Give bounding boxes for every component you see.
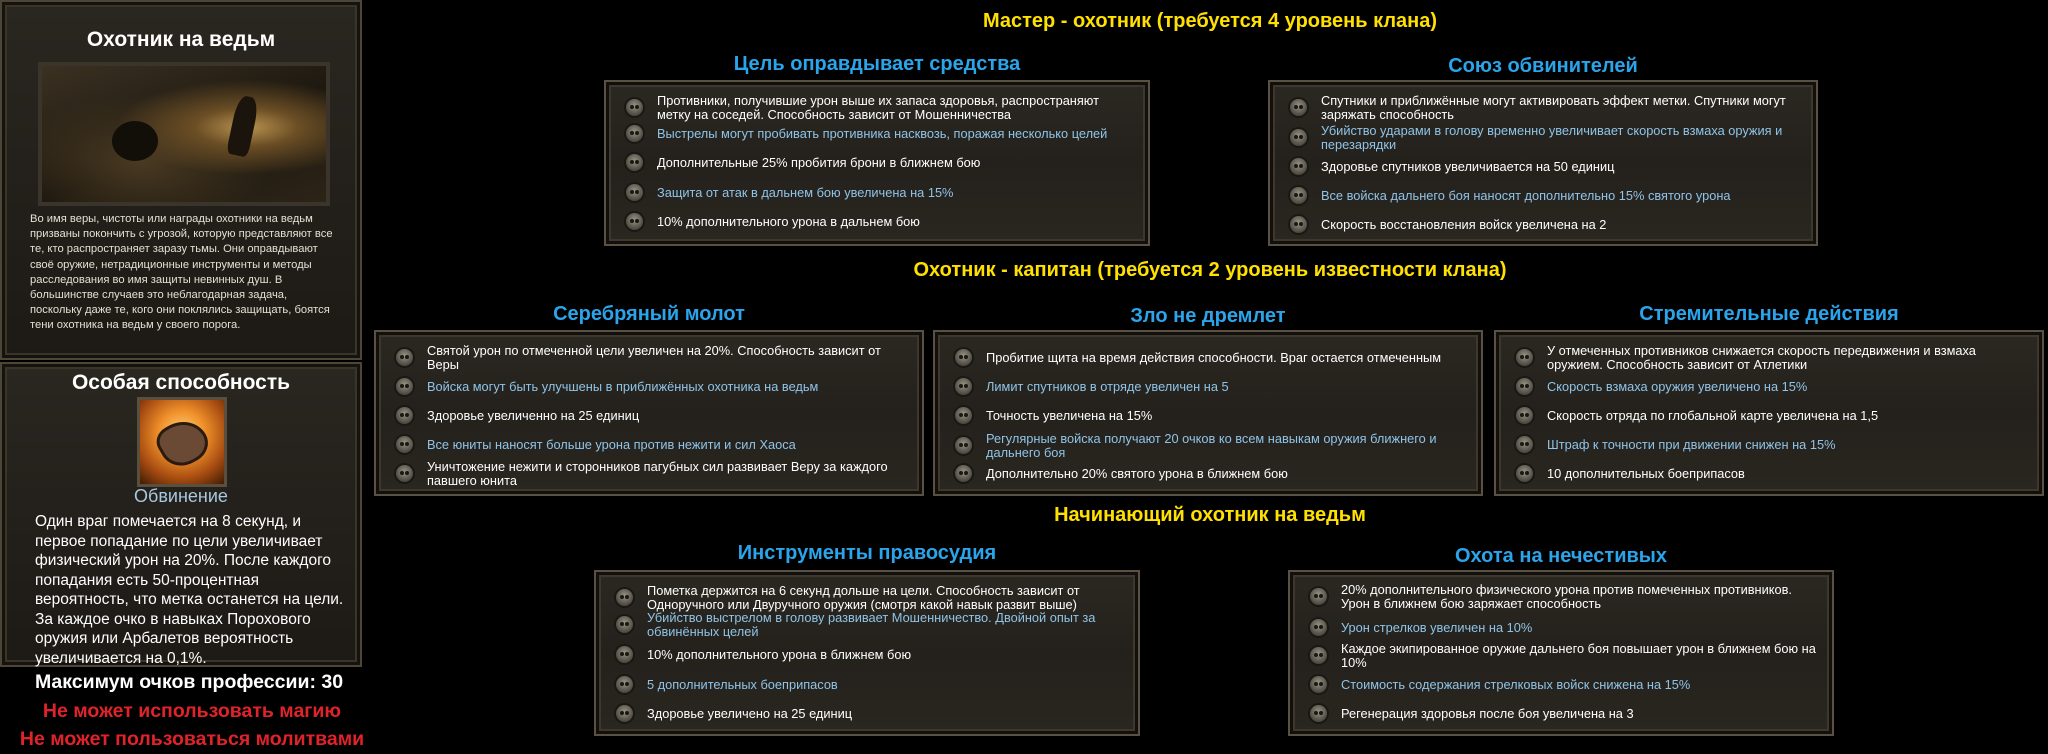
skill-title-hunt-the-wicked: Охота на нечестивых	[1454, 545, 1668, 567]
ability-name: Обвинение	[134, 486, 228, 506]
skill-bonus	[1516, 344, 2030, 371]
skill-bonus	[616, 611, 1126, 638]
skill-bonus	[626, 125, 1136, 142]
skill-box-union-of-accusers[interactable]	[1268, 80, 1818, 246]
skull-icon	[955, 349, 972, 366]
bonus-text: Войска могут быть улучшены в приближённых охотника на ведьм	[427, 378, 819, 394]
skill-title-evil-never-sleeps: Зло не дремлет	[1130, 305, 1286, 327]
bonus-text: Дополнительные 25% пробития брони в ближнем бою	[657, 154, 981, 170]
skill-bonus	[626, 184, 1136, 201]
skill-bonus	[396, 436, 910, 453]
skill-box-ends-justify-means[interactable]	[604, 80, 1150, 246]
skill-bonus	[396, 344, 910, 371]
bonus-text: Убийство выстрелом в голову развивает Мошенничество. Двойной опыт за обвинённых целей	[647, 610, 1096, 639]
skull-icon	[1290, 129, 1307, 146]
skull-icon	[1290, 187, 1307, 204]
skull-icon	[1290, 99, 1307, 116]
class-info-panel	[0, 0, 364, 670]
bonus-text: Спутники и приближённые могут активировать эффект метки. Спутники могут заряжать способность	[1321, 93, 1786, 122]
bonus-text: 10% дополнительного урона в дальнем бою	[657, 213, 920, 229]
bonus-text: Пометка держится на 6 секунд дольше на цели. Способность зависит от Одноручного или Двуручного оружия (смотря какой навык развит выше)	[647, 583, 1080, 612]
bonus-text: Все войска дальнего боя наносят дополнительно 15% святого урона	[1321, 187, 1731, 203]
skill-bonus	[955, 407, 1469, 424]
skull-icon	[616, 676, 633, 693]
skill-box-evil-never-sleeps[interactable]	[933, 330, 1483, 496]
skill-title-tools-of-justice: Инструменты правосудия	[737, 542, 997, 564]
skull-icon	[396, 378, 413, 395]
bonus-text: Скорость взмаха оружия увеличено на 15%	[1547, 378, 1808, 394]
bonus-text: Стоимость содержания стрелковых войск снижена на 15%	[1341, 676, 1691, 692]
skill-title-silver-hammer: Серебряный молот	[553, 303, 745, 325]
victim-figure	[112, 121, 158, 161]
ability-description: Один враг помечается на 8 секунд, и первое попадание по цели увеличивает физический урон на 20%. После каждого попадания есть 50-процентная вероятность, что метка останется на цели. За каждое очко в навыках Порохового оружия или Арбалетов вероятность увеличивается на 0,1%.	[35, 513, 344, 667]
bonus-text: Каждое экипированное оружие дальнего боя повышает урон в ближнем бою на 10%	[1341, 641, 1816, 670]
bonus-text: У отмеченных противников снижается скорость передвижения и взмаха оружием. Способность зависит от Атлетики	[1547, 343, 1976, 372]
bonus-text: Точность увеличена на 15%	[986, 407, 1153, 423]
skull-icon	[616, 705, 633, 722]
bonus-text: Пробитие щита на время действия способности. Враг остается отмеченным	[986, 349, 1442, 365]
skull-icon	[1516, 349, 1533, 366]
skill-bonus	[955, 349, 1469, 366]
bonus-text: Здоровье спутников увеличивается на 50 единиц	[1321, 158, 1615, 174]
skill-box-silver-hammer[interactable]	[374, 330, 924, 496]
bonus-text: Регулярные войска получают 20 очков ко всем навыкам оружия ближнего и дальнего боя	[986, 431, 1437, 460]
bonus-text: Дополнительно 20% святого урона в ближнем бою	[986, 465, 1288, 481]
bonus-text: 5 дополнительных боеприпасов	[647, 676, 838, 692]
skull-icon	[1310, 619, 1327, 636]
skill-bonus	[955, 465, 1469, 482]
tier-master-title: Мастер - охотник (требуется 4 уровень клана)	[982, 10, 1438, 32]
special-ability-title: Особая способность	[71, 371, 291, 394]
skill-bonus	[1310, 676, 1820, 693]
skull-icon	[1310, 588, 1327, 605]
skull-icon	[1290, 158, 1307, 175]
skill-bonus	[626, 154, 1136, 171]
skill-bonus	[955, 432, 1469, 459]
skill-bonus	[626, 94, 1136, 121]
skull-icon	[1516, 378, 1533, 395]
skill-bonus	[955, 378, 1469, 395]
bonus-text: Защита от атак в дальнем бою увеличена на 15%	[657, 184, 954, 200]
skull-icon	[1310, 705, 1327, 722]
skull-icon	[1516, 436, 1533, 453]
max-profession-points: Максимум очков профессии: 30	[34, 671, 344, 693]
skill-bonus	[396, 378, 910, 395]
hunter-figure	[226, 94, 260, 157]
skill-bonus	[616, 676, 1126, 693]
skull-icon	[396, 349, 413, 366]
skill-bonus	[1290, 187, 1804, 204]
skill-box-swift-action[interactable]	[1494, 330, 2044, 496]
skill-bonus	[1516, 465, 2030, 482]
skill-bonus	[1310, 642, 1820, 669]
bonus-text: Убийство ударами в голову временно увеличивает скорость взмаха оружия и перезарядки	[1321, 123, 1783, 152]
skill-bonus	[396, 460, 910, 487]
skill-bonus	[1290, 94, 1804, 121]
skill-bonus	[1516, 378, 2030, 395]
skull-icon	[1516, 465, 1533, 482]
skill-bonus	[396, 407, 910, 424]
skull-icon	[396, 465, 413, 482]
bonus-text: Лимит спутников в отряде увеличен на 5	[986, 378, 1229, 394]
skill-title-swift-action: Стремительные действия	[1639, 303, 1899, 325]
skill-bonus	[1290, 124, 1804, 151]
skill-bonus	[616, 646, 1126, 663]
skill-bonus	[616, 705, 1126, 722]
skill-bonus	[1310, 583, 1820, 610]
skill-bonus	[1516, 407, 2030, 424]
skull-icon	[396, 436, 413, 453]
class-title: Охотник на ведьм	[86, 28, 276, 51]
restriction-prayers: Не может пользоваться молитвами	[19, 728, 365, 750]
skill-bonus	[1516, 436, 2030, 453]
skull-icon	[1516, 407, 1533, 424]
skull-icon	[626, 154, 643, 171]
skull-icon	[616, 589, 633, 606]
skull-icon	[616, 616, 633, 633]
skill-title-ends-justify-means: Цель оправдывает средства	[733, 53, 1021, 75]
claw-icon	[155, 416, 210, 470]
bonus-text: Уничтожение нежити и сторонников пагубных сил развивает Веру за каждого павшего юнита	[427, 459, 888, 488]
skill-bonus	[1310, 705, 1820, 722]
bonus-text: Скорость восстановления войск увеличена на 2	[1321, 216, 1607, 232]
bonus-text: 10% дополнительного урона в ближнем бою	[647, 646, 912, 662]
bonus-text: Урон стрелков увеличен на 10%	[1341, 619, 1533, 635]
skill-bonus	[1290, 158, 1804, 175]
bonus-text: Противники, получившие урон выше их запаса здоровья, распространяют метку на соседей. Способность зависит от Мошенничества	[657, 93, 1099, 122]
tier-beginner-title: Начинающий охотник на ведьм	[1054, 504, 1366, 526]
bonus-text: 10 дополнительных боеприпасов	[1547, 465, 1745, 481]
skill-box-tools-of-justice[interactable]	[594, 570, 1140, 736]
bonus-text: Скорость отряда по глобальной карте увеличена на 1,5	[1547, 407, 1879, 423]
bonus-text: Здоровье увеличено на 25 единиц	[647, 705, 853, 721]
skull-icon	[1290, 216, 1307, 233]
skill-bonus	[626, 213, 1136, 230]
skull-icon	[626, 184, 643, 201]
bonus-text: Здоровье увеличенно на 25 единиц	[427, 407, 640, 423]
bonus-text: Регенерация здоровья после боя увеличена на 3	[1341, 705, 1634, 721]
bonus-text: Выстрелы могут пробивать противника насквозь, поражая несколько целей	[657, 125, 1108, 141]
skull-icon	[626, 125, 643, 142]
skill-bonus	[616, 584, 1126, 611]
class-lore-text: Во имя веры, чистоты или награды охотники на ведьм призваны покончить с угрозой, которую представляют все те, кто распространяет заразу тьмы. Они оправдывают своё оружие, нетрадиционные инструменты и методы расследования во имя защиты невинных душ. В большинстве случаев это неблагодарная задача, поскольку даже те, кого они поклялись защищать, боятся тени охотника на ведьм у своего порога.	[30, 213, 333, 332]
skill-title-union-of-accusers: Союз обвинителей	[1448, 55, 1638, 77]
skull-icon	[955, 378, 972, 395]
accusation-ability-icon[interactable]	[137, 397, 227, 487]
skill-bonus	[1310, 619, 1820, 636]
skull-icon	[955, 437, 972, 454]
skill-bonus	[1290, 216, 1804, 233]
bonus-text: 20% дополнительного физического урона против помеченных противников. Урон в ближнем бою заряжает способность	[1341, 582, 1792, 611]
skill-box-hunt-the-wicked[interactable]	[1288, 570, 1834, 736]
bonus-text: Штраф к точности при движении снижен на 15%	[1547, 436, 1836, 452]
skull-icon	[626, 99, 643, 116]
bonus-text: Все юниты наносят больше урона против нежити и сил Хаоса	[427, 436, 796, 452]
skull-icon	[955, 465, 972, 482]
skull-icon	[396, 407, 413, 424]
class-portrait-image	[38, 62, 330, 206]
skull-icon	[955, 407, 972, 424]
skull-icon	[1310, 676, 1327, 693]
bonus-text: Святой урон по отмеченной цели увеличен на 20%. Способность зависит от Веры	[427, 343, 881, 372]
tier-captain-title: Охотник - капитан (требуется 2 уровень известности клана)	[913, 259, 1507, 281]
skull-icon	[616, 646, 633, 663]
skull-icon	[1310, 647, 1327, 664]
restriction-magic: Не может использовать магию	[42, 700, 342, 722]
skull-icon	[626, 213, 643, 230]
